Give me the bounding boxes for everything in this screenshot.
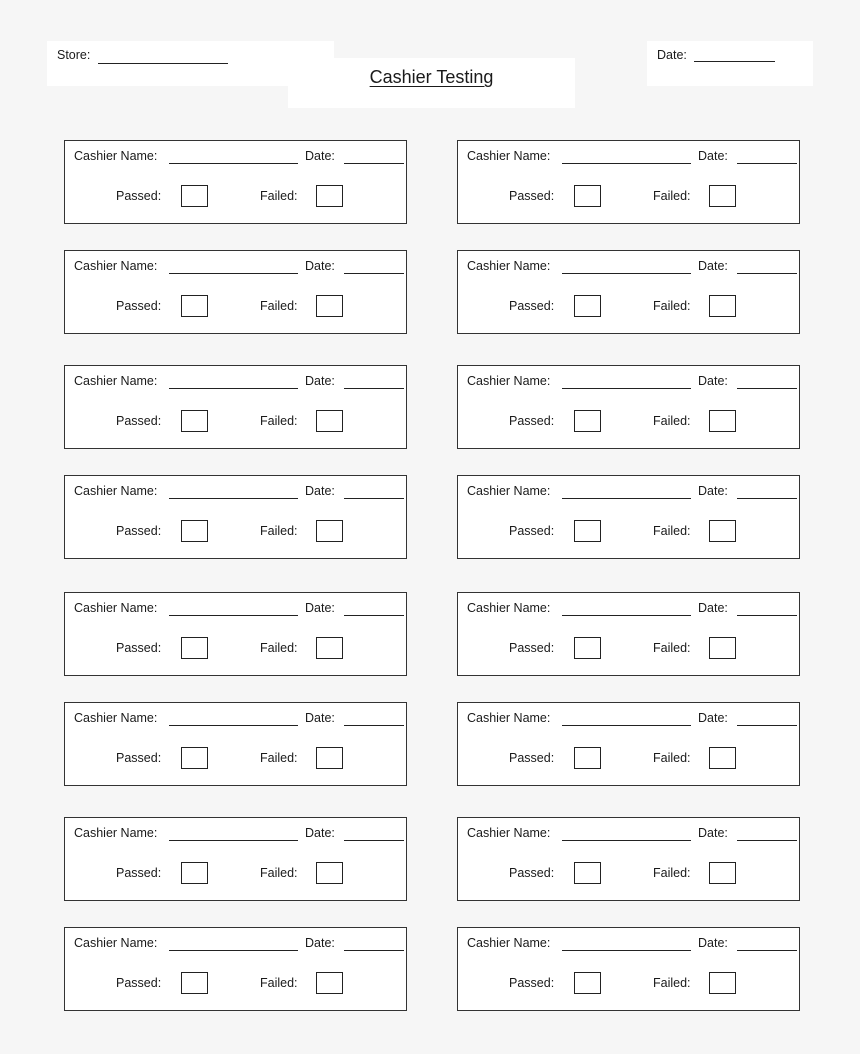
failed-checkbox[interactable]	[709, 862, 736, 884]
passed-checkbox[interactable]	[181, 410, 208, 432]
cashier-name-label: Cashier Name:	[74, 149, 158, 163]
cashier-name-input-line[interactable]	[169, 498, 298, 499]
cashier-test-card	[457, 927, 800, 1011]
card-date-input-line[interactable]	[737, 840, 797, 841]
cashier-name-label: Cashier Name:	[74, 484, 158, 498]
passed-checkbox[interactable]	[181, 637, 208, 659]
failed-label: Failed:	[260, 641, 298, 655]
failed-checkbox[interactable]	[316, 520, 343, 542]
cashier-name-label: Cashier Name:	[74, 711, 158, 725]
card-date-label: Date:	[698, 711, 728, 725]
cashier-name-input-line[interactable]	[169, 725, 298, 726]
card-date-label: Date:	[305, 601, 335, 615]
passed-label: Passed:	[116, 976, 162, 990]
failed-label: Failed:	[653, 976, 691, 990]
cashier-name-label: Cashier Name:	[74, 936, 158, 950]
passed-label: Passed:	[509, 524, 555, 538]
cashier-name-label: Cashier Name:	[467, 826, 551, 840]
card-date-input-line[interactable]	[344, 725, 404, 726]
failed-checkbox[interactable]	[316, 637, 343, 659]
cashier-name-label: Cashier Name:	[74, 826, 158, 840]
passed-label: Passed:	[116, 299, 162, 313]
failed-checkbox[interactable]	[316, 185, 343, 207]
failed-label: Failed:	[260, 866, 298, 880]
cashier-name-input-line[interactable]	[169, 273, 298, 274]
cashier-name-label: Cashier Name:	[467, 149, 551, 163]
passed-label: Passed:	[116, 189, 162, 203]
passed-label: Passed:	[116, 524, 162, 538]
passed-label: Passed:	[509, 866, 555, 880]
card-date-label: Date:	[698, 936, 728, 950]
card-date-label: Date:	[698, 374, 728, 388]
card-date-input-line[interactable]	[737, 273, 797, 274]
passed-label: Passed:	[116, 414, 162, 428]
cashier-name-input-line[interactable]	[562, 498, 691, 499]
card-date-input-line[interactable]	[344, 273, 404, 274]
cashier-test-card	[64, 592, 407, 676]
cashier-name-input-line[interactable]	[169, 163, 298, 164]
passed-checkbox[interactable]	[181, 747, 208, 769]
cashier-test-card	[64, 817, 407, 901]
cashier-test-card	[457, 817, 800, 901]
card-date-input-line[interactable]	[737, 388, 797, 389]
cashier-name-input-line[interactable]	[562, 615, 691, 616]
cashier-name-label: Cashier Name:	[467, 936, 551, 950]
passed-label: Passed:	[509, 299, 555, 313]
failed-label: Failed:	[653, 189, 691, 203]
failed-label: Failed:	[260, 976, 298, 990]
cashier-name-label: Cashier Name:	[467, 601, 551, 615]
cashier-name-label: Cashier Name:	[467, 374, 551, 388]
passed-checkbox[interactable]	[181, 862, 208, 884]
card-date-label: Date:	[698, 149, 728, 163]
card-date-label: Date:	[305, 936, 335, 950]
failed-checkbox[interactable]	[709, 747, 736, 769]
page-title: Cashier Testing	[369, 67, 494, 87]
card-date-label: Date:	[305, 711, 335, 725]
card-date-input-line[interactable]	[737, 163, 797, 164]
passed-label: Passed:	[116, 751, 162, 765]
passed-label: Passed:	[509, 414, 555, 428]
cashier-test-card	[457, 250, 800, 334]
card-date-label: Date:	[305, 374, 335, 388]
card-date-input-line[interactable]	[737, 615, 797, 616]
failed-checkbox[interactable]	[316, 862, 343, 884]
card-date-label: Date:	[305, 149, 335, 163]
passed-label: Passed:	[509, 751, 555, 765]
failed-label: Failed:	[260, 299, 298, 313]
passed-checkbox[interactable]	[574, 520, 601, 542]
passed-checkbox[interactable]	[181, 972, 208, 994]
failed-checkbox[interactable]	[709, 295, 736, 317]
cashier-test-card	[64, 475, 407, 559]
cashier-test-card	[457, 475, 800, 559]
cashier-name-input-line[interactable]	[169, 840, 298, 841]
passed-label: Passed:	[116, 641, 162, 655]
card-date-input-line[interactable]	[737, 498, 797, 499]
cashier-name-input-line[interactable]	[562, 840, 691, 841]
cashier-name-label: Cashier Name:	[74, 601, 158, 615]
passed-label: Passed:	[116, 866, 162, 880]
passed-checkbox[interactable]	[181, 520, 208, 542]
cashier-name-input-line[interactable]	[562, 950, 691, 951]
cashier-name-label: Cashier Name:	[74, 259, 158, 273]
failed-label: Failed:	[260, 524, 298, 538]
passed-label: Passed:	[509, 976, 555, 990]
card-date-input-line[interactable]	[344, 388, 404, 389]
cashier-name-label: Cashier Name:	[467, 484, 551, 498]
passed-label: Passed:	[509, 189, 555, 203]
passed-checkbox[interactable]	[574, 862, 601, 884]
passed-checkbox[interactable]	[574, 410, 601, 432]
cashier-name-input-line[interactable]	[562, 388, 691, 389]
cashier-name-input-line[interactable]	[562, 725, 691, 726]
passed-checkbox[interactable]	[181, 295, 208, 317]
cashier-name-input-line[interactable]	[169, 388, 298, 389]
passed-checkbox[interactable]	[574, 295, 601, 317]
card-date-input-line[interactable]	[344, 840, 404, 841]
card-date-input-line[interactable]	[737, 725, 797, 726]
card-date-label: Date:	[698, 601, 728, 615]
store-label: Store:	[57, 48, 91, 62]
card-date-label: Date:	[305, 826, 335, 840]
failed-checkbox[interactable]	[709, 972, 736, 994]
cashier-test-card	[457, 365, 800, 449]
card-date-label: Date:	[698, 259, 728, 273]
cashier-name-input-line[interactable]	[169, 615, 298, 616]
card-date-label: Date:	[305, 484, 335, 498]
failed-label: Failed:	[653, 414, 691, 428]
passed-checkbox[interactable]	[574, 637, 601, 659]
card-date-label: Date:	[305, 259, 335, 273]
passed-label: Passed:	[509, 641, 555, 655]
failed-label: Failed:	[260, 414, 298, 428]
failed-checkbox[interactable]	[316, 747, 343, 769]
card-date-input-line[interactable]	[344, 950, 404, 951]
store-input-line[interactable]	[98, 63, 228, 64]
card-date-input-line[interactable]	[344, 615, 404, 616]
failed-checkbox[interactable]	[316, 295, 343, 317]
cashier-test-card	[64, 927, 407, 1011]
cashier-name-label: Cashier Name:	[467, 711, 551, 725]
cashier-test-card	[64, 140, 407, 224]
failed-checkbox[interactable]	[316, 972, 343, 994]
date-field-box	[647, 41, 813, 86]
card-date-input-line[interactable]	[737, 950, 797, 951]
failed-checkbox[interactable]	[709, 520, 736, 542]
cashier-name-label: Cashier Name:	[74, 374, 158, 388]
passed-checkbox[interactable]	[574, 185, 601, 207]
cashier-test-card	[457, 140, 800, 224]
cashier-name-label: Cashier Name:	[467, 259, 551, 273]
cashier-name-input-line[interactable]	[169, 950, 298, 951]
failed-label: Failed:	[260, 189, 298, 203]
cashier-test-card	[64, 702, 407, 786]
failed-label: Failed:	[653, 524, 691, 538]
card-date-label: Date:	[698, 484, 728, 498]
failed-label: Failed:	[653, 641, 691, 655]
card-date-input-line[interactable]	[344, 163, 404, 164]
cashier-name-input-line[interactable]	[562, 273, 691, 274]
cashier-name-input-line[interactable]	[562, 163, 691, 164]
cashier-test-card	[457, 702, 800, 786]
failed-checkbox[interactable]	[709, 637, 736, 659]
date-input-line[interactable]	[694, 61, 775, 62]
passed-checkbox[interactable]	[574, 747, 601, 769]
title-box	[288, 58, 575, 108]
failed-checkbox[interactable]	[709, 410, 736, 432]
cashier-test-card	[64, 250, 407, 334]
failed-label: Failed:	[260, 751, 298, 765]
passed-checkbox[interactable]	[181, 185, 208, 207]
cashier-test-card	[64, 365, 407, 449]
card-date-input-line[interactable]	[344, 498, 404, 499]
failed-checkbox[interactable]	[709, 185, 736, 207]
card-date-label: Date:	[698, 826, 728, 840]
failed-label: Failed:	[653, 751, 691, 765]
passed-checkbox[interactable]	[574, 972, 601, 994]
date-label: Date:	[657, 48, 687, 62]
cashier-test-card	[457, 592, 800, 676]
failed-label: Failed:	[653, 299, 691, 313]
failed-label: Failed:	[653, 866, 691, 880]
failed-checkbox[interactable]	[316, 410, 343, 432]
